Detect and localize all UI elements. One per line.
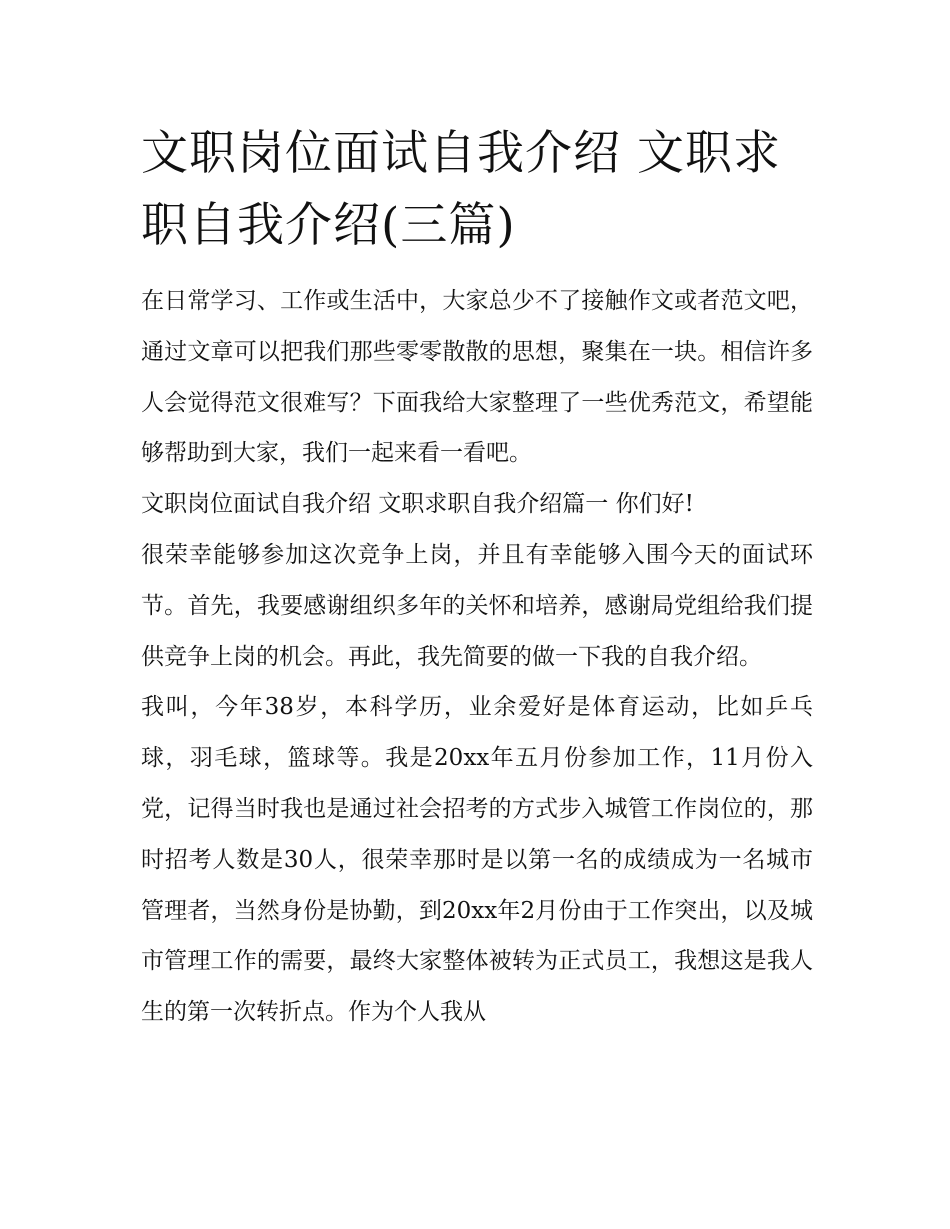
document-body (141, 276, 813, 1038)
section-heading-paragraph: 文职岗位面试自我介绍 文职求职自我介绍篇一 你们好! (141, 491, 694, 518)
body-paragraph: 很荣幸能够参加这次竞争上岗，并且有幸能够入围今天的面试环节。首先，我要感谢组织多年的关怀和培养，感谢局党组给我们提供竞争上岗的机会。再此，我先简要的做一下我的自我介绍。 (141, 541, 813, 670)
document-title: 文职岗位面试自我介绍 文职求职自我介绍(三篇) (141, 126, 781, 253)
intro-paragraph: 在日常学习、工作或生活中，大家总少不了接触作文或者范文吧，通过文章可以把我们那些零零散散的思想，聚集在一块。相信许多人会觉得范文很难写？下面我给大家整理了一些优秀范文，希望能够帮助到大家，我们一起来看一看吧。 (141, 288, 813, 467)
body-paragraph: 我叫，今年38岁，本科学历，业余爱好是体育运动，比如乒乓球，羽毛球，篮球等。我是20xx年五月份参加工作，11月份入党，记得当时我也是通过社会招考的方式步入城管工作岗位的，那时招考人数是30人，很荣幸那时是以第一名的成绩成为一名城市管理者，当然身份是协勤，到20xx年2月份由于工作突出，以及城市管理工作的需要，最终大家整体被转为正式员工，我想这是我人生的第一次转折点。作为个人我从 (141, 694, 813, 1026)
